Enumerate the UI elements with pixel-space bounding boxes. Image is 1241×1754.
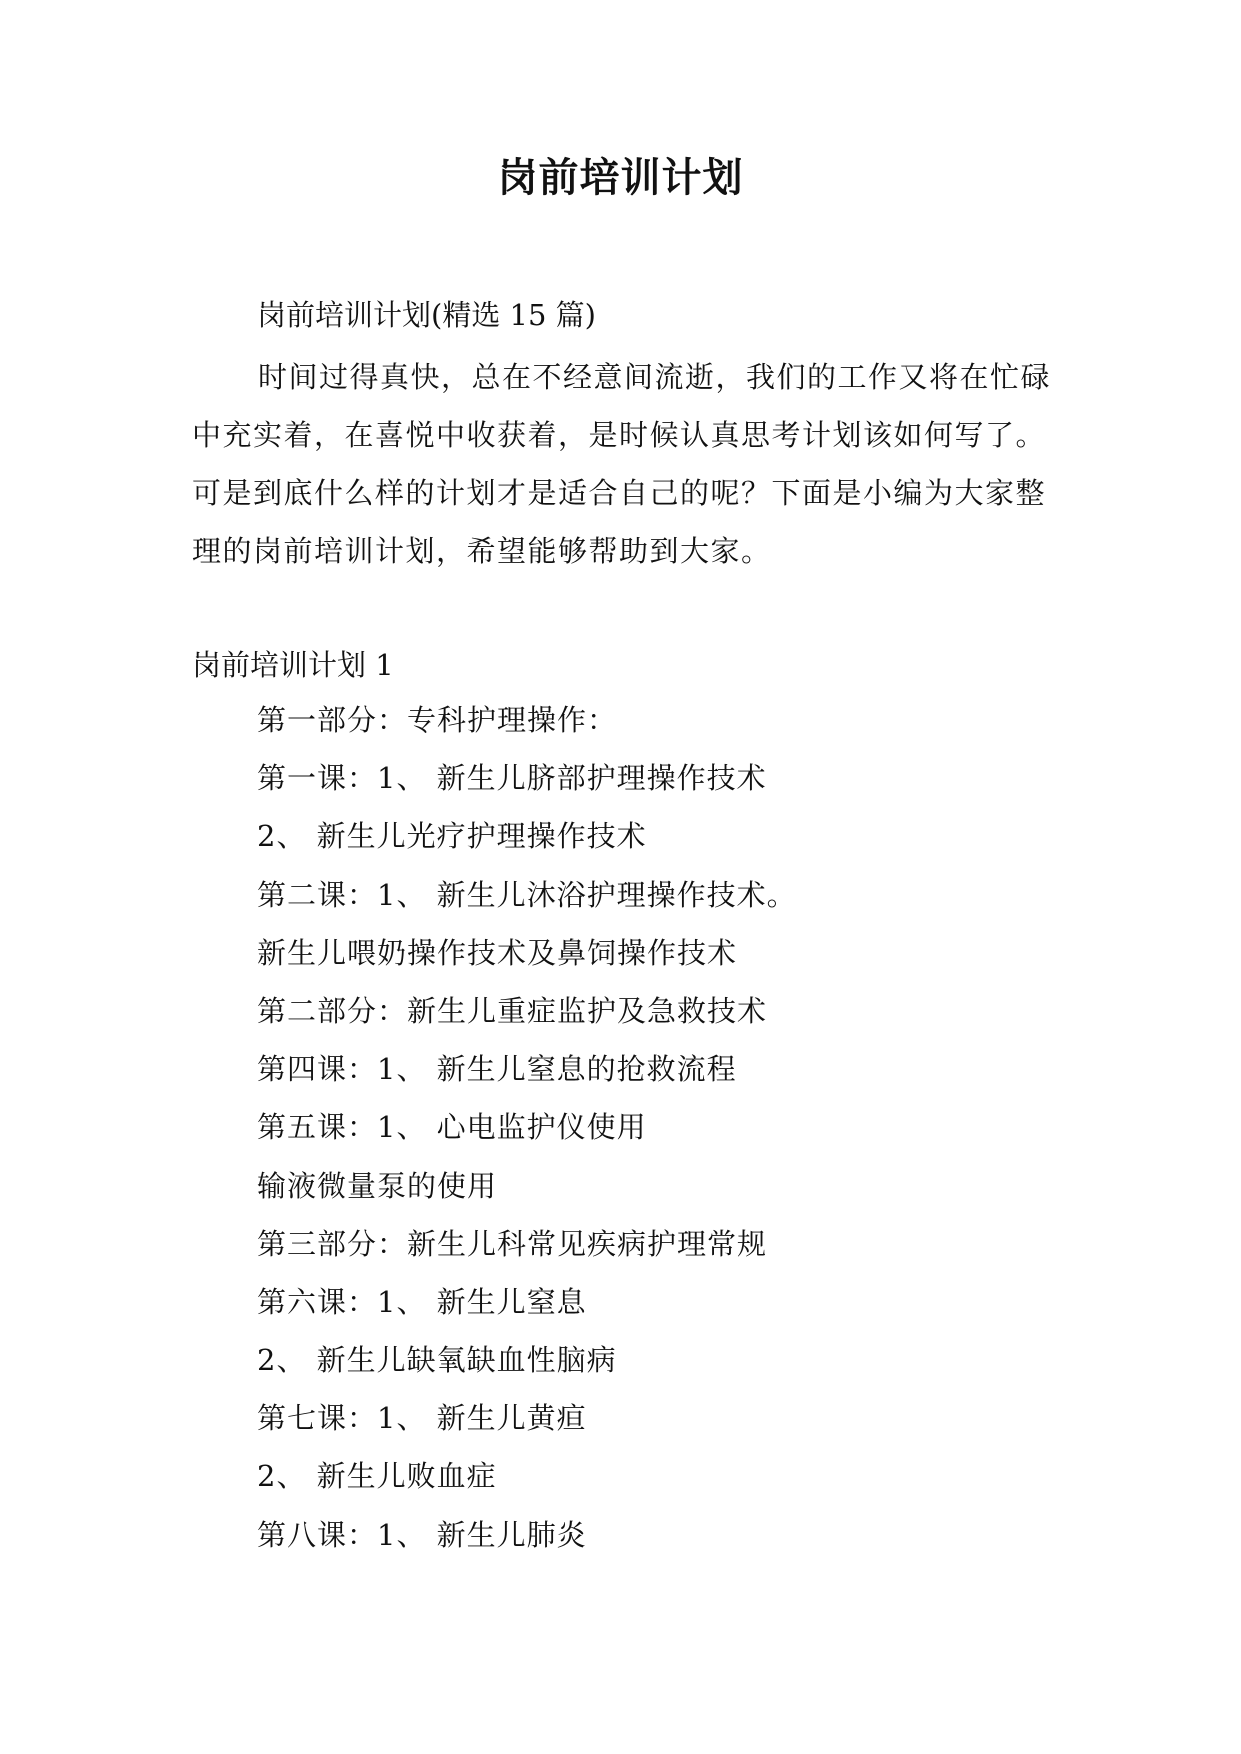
- outline-line: 第二部分：新生儿重症监护及急救技术: [257, 993, 768, 1028]
- outline-line: 输液微量泵的使用: [257, 1168, 498, 1203]
- outline-line: 第一部分：专科护理操作：: [257, 703, 618, 737]
- outline-line: 新生儿喂奶操作技术及鼻饲操作技术: [257, 935, 738, 970]
- section-heading: 岗前培训计划 1: [192, 648, 394, 682]
- document-title: 岗前培训计划: [497, 155, 744, 201]
- outline-line: 2、 新生儿缺氧缺血性脑病: [257, 1343, 617, 1378]
- outline-line: 第一课：1、 新生儿脐部护理操作技术: [257, 761, 767, 796]
- outline-line: 2、 新生儿光疗护理操作技术: [257, 819, 647, 854]
- training-outline: [257, 700, 797, 1573]
- outline-line: 2、 新生儿败血症: [257, 1459, 497, 1494]
- outline-line: 第四课：1、 新生儿窒息的抢救流程: [257, 1052, 737, 1087]
- outline-line: 第三部分：新生儿科常见疾病护理常规: [257, 1226, 768, 1261]
- outline-line: 第六课：1、 新生儿窒息: [257, 1284, 587, 1319]
- outline-line: 第八课：1、 新生儿肺炎: [257, 1517, 587, 1552]
- outline-line: 第二课：1、 新生儿沐浴护理操作技术。: [257, 877, 797, 912]
- document-subtitle: 岗前培训计划(精选 15 篇): [257, 298, 596, 332]
- outline-line: 第七课：1、 新生儿黄疸: [257, 1401, 587, 1436]
- intro-paragraph: 时间过得真快，总在不经意间流逝，我们的工作又将在忙碌中充实着，在喜悦中收获着，是时候认真思考计划该如何写了。可是到底什么样的计划才是适合自己的呢？下面是小编为大家整理的岗前培训计划，希望能够帮助到大家。: [192, 360, 1052, 568]
- outline-line: 第五课：1、 心电监护仪使用: [257, 1110, 647, 1145]
